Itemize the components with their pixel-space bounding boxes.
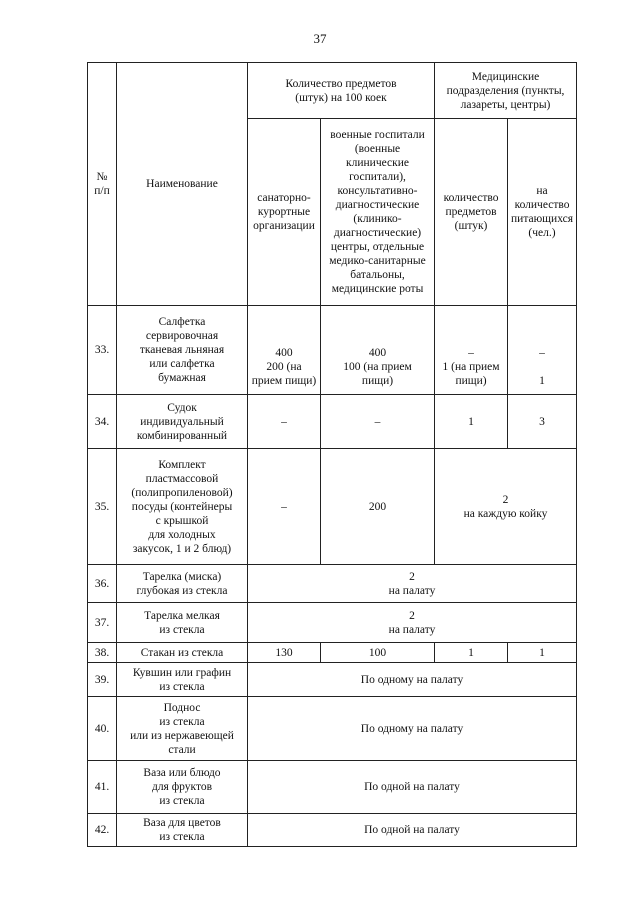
- header-name: Наименование: [117, 63, 248, 306]
- cell-med-merged: 2 на каждую койку: [435, 449, 577, 565]
- cell-sanatorium: –: [248, 449, 321, 565]
- cell-sanatorium: –: [248, 395, 321, 449]
- table-row: [88, 306, 577, 395]
- row-name: Ваза для цветов из стекла: [117, 814, 248, 847]
- row-name: Ваза или блюдо для фруктов из стекла: [117, 761, 248, 814]
- table-row: [88, 697, 577, 761]
- row-number: 41.: [88, 761, 117, 814]
- row-number: 40.: [88, 697, 117, 761]
- header-num: № п/п: [88, 63, 117, 306]
- cell-merged-all: 2 на палату: [248, 603, 577, 643]
- cell-hospitals: 400 100 (на прием пищи): [321, 306, 435, 395]
- table-row: [88, 814, 577, 847]
- row-name: Судок индивидуальный комбинированный: [117, 395, 248, 449]
- row-number: 38.: [88, 643, 117, 663]
- header-row-top: [88, 63, 577, 119]
- row-name: Стакан из стекла: [117, 643, 248, 663]
- row-number: 36.: [88, 565, 117, 603]
- row-number: 39.: [88, 663, 117, 697]
- row-name: Поднос из стекла или из нержавеющей стали: [117, 697, 248, 761]
- cell-sanatorium: 400 200 (на прием пищи): [248, 306, 321, 395]
- cell-merged-all: По одному на палату: [248, 697, 577, 761]
- table-row: [88, 565, 577, 603]
- page-number: 37: [313, 31, 327, 46]
- cell-med-per: 3: [508, 395, 577, 449]
- cell-merged-all: 2 на палату: [248, 565, 577, 603]
- header-col-med-qty: количество предметов (штук): [435, 119, 508, 306]
- header-med-group: Медицинские подразделения (пункты, лазареты, центры): [435, 63, 577, 119]
- header-col-sanatorium: санаторно- курортные организации: [248, 119, 321, 306]
- row-number: 42.: [88, 814, 117, 847]
- row-number: 34.: [88, 395, 117, 449]
- table-row: [88, 395, 577, 449]
- row-number: 33.: [88, 306, 117, 395]
- cell-med-qty: – 1 (на прием пищи): [435, 306, 508, 395]
- cell-hospitals: 200: [321, 449, 435, 565]
- row-number: 35.: [88, 449, 117, 565]
- table-row: [88, 449, 577, 565]
- table-row: [88, 663, 577, 697]
- header-col-med-per: на количество питающихся (чел.): [508, 119, 577, 306]
- cell-med-qty: 1: [435, 643, 508, 663]
- row-name: Тарелка (миска) глубокая из стекла: [117, 565, 248, 603]
- cell-hospitals: 100: [321, 643, 435, 663]
- row-name: Салфетка сервировочная тканевая льняная или салфетка бумажная: [117, 306, 248, 395]
- cell-hospitals: –: [321, 395, 435, 449]
- cell-merged-all: По одному на палату: [248, 663, 577, 697]
- cell-merged-all: По одной на палату: [248, 814, 577, 847]
- cell-sanatorium: 130: [248, 643, 321, 663]
- row-name: Кувшин или графин из стекла: [117, 663, 248, 697]
- table-row: [88, 643, 577, 663]
- equipment-table: [87, 62, 577, 847]
- cell-med-per: 1: [508, 643, 577, 663]
- cell-med-qty: 1: [435, 395, 508, 449]
- table-row: [88, 603, 577, 643]
- cell-merged-all: По одной на палату: [248, 761, 577, 814]
- table-row: [88, 761, 577, 814]
- cell-med-per: – 1: [508, 306, 577, 395]
- row-name: Комплект пластмассовой (полипропиленовой) посуды (контейнеры с крышкой для холодных закусок, 1 и 2 блюд): [117, 449, 248, 565]
- row-name: Тарелка мелкая из стекла: [117, 603, 248, 643]
- row-number: 37.: [88, 603, 117, 643]
- header-qty-group: Количество предметов (штук) на 100 коек: [248, 63, 435, 119]
- header-col-hospitals: военные госпитали (военные клинические госпитали), консультативно- диагностические (клинико- диагностические) центры, отдельные медико-санитарные батальоны, медицинские роты: [321, 119, 435, 306]
